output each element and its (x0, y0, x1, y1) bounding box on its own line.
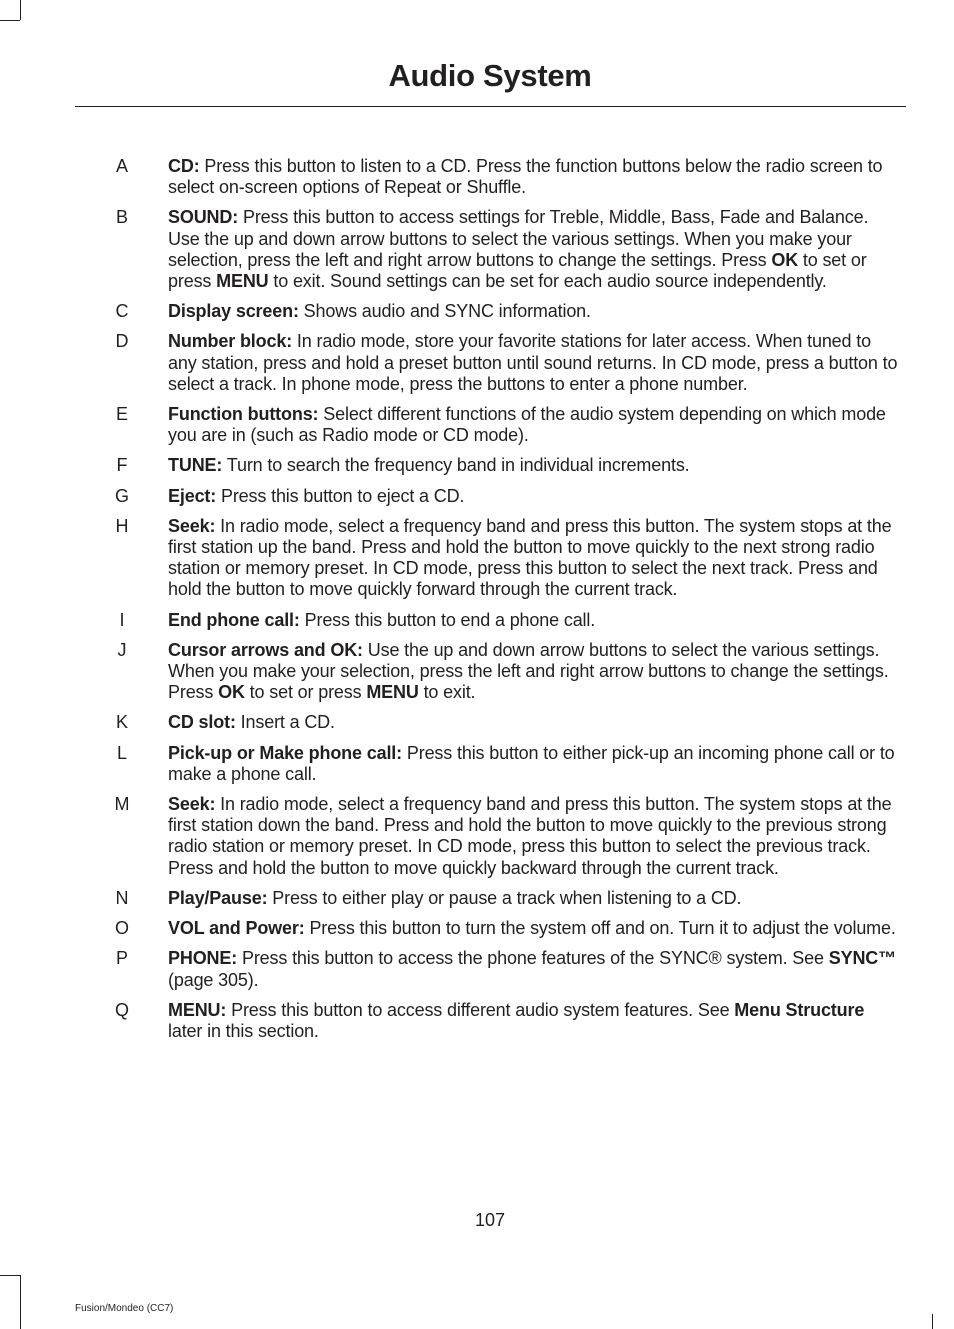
item-text: to set or press (168, 249, 867, 292)
item-term: CD slot: (168, 712, 236, 733)
item-description (168, 455, 898, 476)
list-item (112, 743, 902, 785)
item-term: TUNE: (168, 455, 223, 476)
crop-mark-bottom-left-horizontal (0, 1275, 20, 1276)
item-description (168, 640, 898, 704)
item-term: Play/Pause: (168, 887, 268, 908)
list-item (112, 404, 902, 446)
item-description (168, 610, 898, 631)
list-item (112, 207, 902, 292)
item-letter: O (114, 918, 129, 939)
item-description (168, 404, 898, 446)
list-item (112, 712, 902, 733)
item-letter: E (115, 404, 128, 425)
item-letter: H (115, 515, 129, 536)
list-item (112, 301, 902, 322)
item-letter: F (116, 455, 128, 476)
item-term: PHONE: (168, 948, 238, 969)
list-item (112, 486, 902, 507)
item-description (168, 207, 898, 292)
item-text: Press this button to turn the system off and on. Turn it to adjust the volume. (304, 918, 896, 939)
item-text: Turn to search the frequency band in individual increments. (222, 455, 690, 476)
item-text: Press this button to listen to a CD. Press the function buttons below the radio screen to select on-screen options of Repeat or Shuffle. (168, 156, 883, 198)
list-item (112, 948, 902, 990)
page-title: Audio System (388, 58, 592, 93)
item-term: End phone call: (168, 609, 300, 630)
item-text: Press this button to end a phone call. (299, 609, 596, 630)
item-text: In radio mode, store your favorite stations for later access. When tuned to any station, press and hold a preset button until sound returns. In CD mode, press a button to select a track. In phone mode, press the buttons to enter a phone number. (168, 331, 898, 394)
title-divider (75, 106, 906, 107)
item-term: MENU: (168, 999, 227, 1020)
item-letter: D (115, 331, 129, 352)
list-item (112, 918, 902, 939)
footer-model-label: Fusion/Mondeo (CC7) (75, 1303, 174, 1314)
list-item (112, 1000, 902, 1042)
item-term: Eject: (168, 485, 217, 506)
item-description (168, 486, 898, 507)
crop-mark-bottom-left-vertical (20, 1275, 21, 1329)
item-term: OK (771, 249, 799, 270)
item-description (168, 888, 898, 909)
item-text: In radio mode, select a frequency band and press this button. The system stops at the first station down the band. Press and hold the button to move quickly to the previous strong radio station or memory preset. In CD mode, press this button to select the previous track. Press and hold the button to move quickly backward through the current track. (168, 794, 892, 878)
item-letter: L (116, 742, 127, 763)
item-description (168, 156, 898, 198)
item-text: Use the up and down arrow buttons to select the various settings. When you make your selection, press the left and right arrow buttons to change the settings. Press (168, 639, 889, 703)
item-text: Insert a CD. (235, 712, 335, 733)
item-description (168, 516, 898, 601)
item-term: Pick-up or Make phone call: (168, 742, 403, 763)
item-term: OK (218, 682, 245, 703)
item-description (168, 301, 898, 322)
item-text: to set or press (244, 682, 367, 703)
item-letter: C (115, 301, 129, 322)
item-term: MENU (366, 682, 419, 703)
item-letter: Q (114, 999, 129, 1020)
item-term: Seek: (168, 515, 216, 536)
item-term: VOL and Power: (168, 918, 305, 939)
crop-mark-bottom-right-tick (932, 1314, 933, 1329)
item-text: In radio mode, select a frequency band and press this button. The system stops at the first station up the band. Press and hold the button to move quickly to the next strong radio station or memory preset. In CD mode, press this button to select the next track. Press and hold the button to move quickly forward through the current track. (168, 515, 892, 600)
item-letter: J (117, 639, 127, 660)
item-term: Number block: (168, 331, 293, 352)
item-list (112, 156, 902, 1051)
item-term: SYNC™ (828, 948, 896, 969)
item-text: Press this button to access different audio system features. See (226, 999, 735, 1020)
item-letter: N (115, 887, 129, 908)
list-item (112, 331, 902, 395)
item-text: to exit. Sound settings can be set for each audio source independently. (268, 271, 827, 292)
item-term: Display screen: (168, 301, 299, 322)
crop-mark-top-left-horizontal (0, 20, 20, 21)
list-item (112, 516, 902, 601)
item-term: Menu Structure (734, 999, 865, 1020)
item-term: Seek: (168, 794, 216, 815)
item-description (168, 948, 898, 990)
item-text: to exit. (418, 682, 476, 703)
item-letter: A (115, 156, 128, 176)
item-text: Shows audio and SYNC information. (298, 301, 591, 322)
item-letter: M (114, 794, 130, 815)
item-text: Press this button to either pick-up an incoming phone call or to make a phone call. (168, 742, 895, 784)
list-item (112, 455, 902, 476)
item-text: Select different functions of the audio system depending on which mode you are in (such as Radio mode or CD mode). (168, 404, 886, 446)
item-letter: P (115, 948, 128, 969)
item-term: Function buttons: (168, 404, 319, 425)
item-letter: G (114, 485, 129, 506)
item-term: SOUND: (168, 207, 239, 228)
item-description (168, 712, 898, 733)
item-letter: I (119, 609, 125, 630)
item-letter: K (115, 712, 128, 733)
item-text: Press this button to access settings for Treble, Middle, Bass, Fade and Balance. Use the up and down arrow buttons to select the various settings. When you make your selection, press the left and right arrow buttons to change the settings. Press (168, 207, 869, 270)
item-text: Press this button to eject a CD. (216, 485, 465, 506)
list-item (112, 888, 902, 909)
item-term: Cursor arrows and OK: (168, 639, 363, 660)
item-text: (page 305). (168, 969, 259, 990)
list-item (112, 610, 902, 631)
item-description (168, 1000, 898, 1042)
item-text: later in this section. (168, 1020, 319, 1041)
crop-mark-top-left-vertical (20, 0, 21, 20)
item-text: Press to either play or pause a track when listening to a CD. (267, 887, 742, 908)
item-text: Press this button to access the phone features of the SYNC® system. See (237, 948, 829, 969)
item-description (168, 743, 898, 785)
item-term: MENU (216, 271, 269, 292)
item-description (168, 331, 898, 395)
item-term: CD: (168, 156, 200, 176)
list-item (112, 794, 902, 879)
page-number: 107 (474, 1210, 506, 1230)
list-item (112, 156, 902, 198)
item-description (168, 918, 898, 939)
item-description (168, 794, 898, 879)
list-item (112, 640, 902, 704)
item-letter: B (115, 207, 128, 228)
